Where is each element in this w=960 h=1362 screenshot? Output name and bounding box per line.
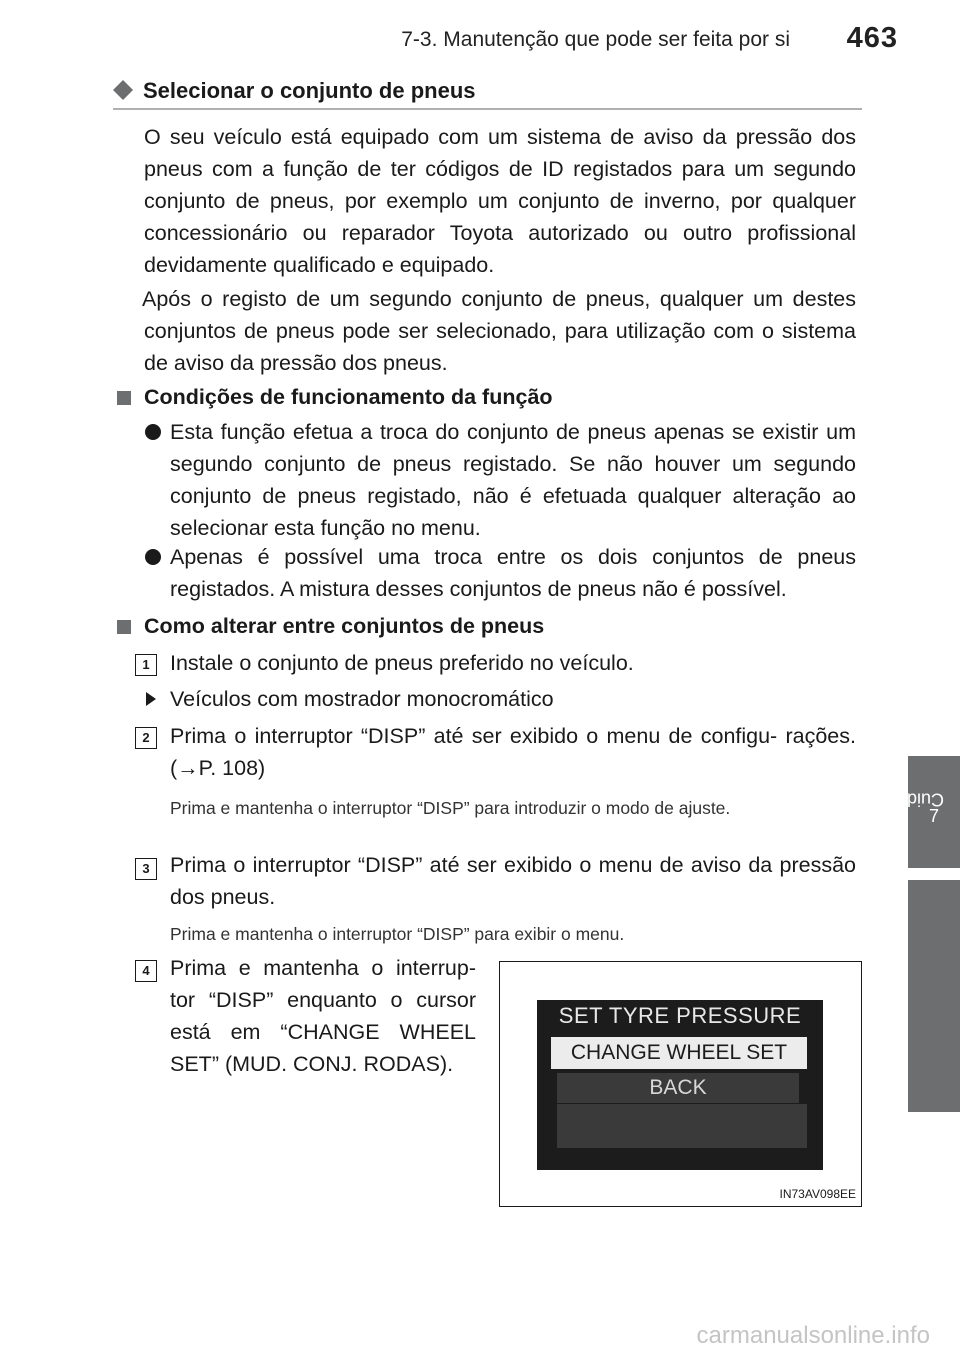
vehicle-variant-label: Veículos com mostrador monocromático	[170, 687, 554, 711]
round-bullet-icon	[145, 549, 161, 565]
step-number-badge: 2	[135, 727, 157, 749]
screen-menu-item-empty	[557, 1104, 807, 1148]
watermark: carmanualsonline.info	[696, 1322, 930, 1349]
triangle-bullet-icon	[146, 692, 156, 706]
step-2-note: Prima e mantenha o interruptor “DISP” para introduzir o modo de ajuste.	[170, 798, 731, 818]
screen-menu-item-back: BACK	[649, 1076, 707, 1099]
heading-divider	[113, 108, 862, 110]
step-number-badge: 4	[135, 960, 157, 982]
figure-code: IN73AV098EE	[779, 1187, 856, 1201]
intro-paragraph: Após o registo de um segundo conjunto de pneus, qualquer um destes conjuntos de pneus pode ser selecionado, para utilização com o sistema de aviso da pressão dos pneus.	[142, 287, 856, 375]
conditions-bullet: Apenas é possível uma troca entre os dois conjuntos de pneus registados. A mistura desses conjuntos de pneus não é possível.	[170, 545, 856, 601]
chapter-title: Cuidados e manutenção	[748, 789, 944, 810]
chapter-number-tab	[908, 756, 960, 868]
diamond-icon	[113, 80, 133, 100]
round-bullet-icon	[145, 424, 161, 440]
square-bullet-icon	[117, 620, 131, 634]
screen-menu-title: SET TYRE PRESSURE	[558, 1003, 802, 1028]
page-number: 463	[846, 22, 898, 54]
step-number-badge: 1	[135, 654, 157, 676]
howto-heading: Como alterar entre conjuntos de pneus	[144, 614, 545, 638]
conditions-heading: Condições de funcionamento da função	[144, 385, 553, 409]
chapter-title-tab	[748, 789, 960, 1112]
section-header: 7-3. Manutenção que pode ser feita por si	[401, 28, 790, 51]
intro-paragraph: O seu veículo está equipado com um sistema de aviso da pressão dos pneus com a função de ter códigos de ID registados para um segundo conjunto de pneus, por exemplo um conjunto de inverno, por qualquer concessionário ou reparador Toyota autorizado ou outro profissional devidamente qualificado e equipado.	[144, 125, 856, 277]
section-heading: Selecionar o conjunto de pneus	[143, 78, 476, 103]
step-3-text: Prima o interruptor “DISP” até ser exibido o menu de aviso da pressão dos pneus.	[170, 853, 856, 909]
step-1-text: Instale o conjunto de pneus preferido no veículo.	[170, 651, 634, 675]
conditions-bullet: Esta função efetua a troca do conjunto de pneus apenas se existir um segundo conjunto de pneus registado. Se não houver um segundo conjunto de pneus registado, não é efetuada qualquer alteração ao selecionar esta função no menu.	[170, 420, 856, 540]
screen-menu-item-selected: CHANGE WHEEL SET	[570, 1041, 788, 1064]
step-4-text: Prima e mantenha o interrup- tor “DISP” enquanto o cursor está em “CHANGE WHEEL SET” (MUD. CONJ. RODAS).	[170, 956, 476, 1076]
step-2-text: Prima o interruptor “DISP” até ser exibido o menu de configu- rações. (→P. 108)	[170, 724, 856, 780]
chapter-number: 7	[928, 806, 939, 826]
step-number-badge: 3	[135, 858, 157, 880]
step-3-note: Prima e mantenha o interruptor “DISP” para exibir o menu.	[170, 924, 625, 944]
square-bullet-icon	[117, 391, 131, 405]
